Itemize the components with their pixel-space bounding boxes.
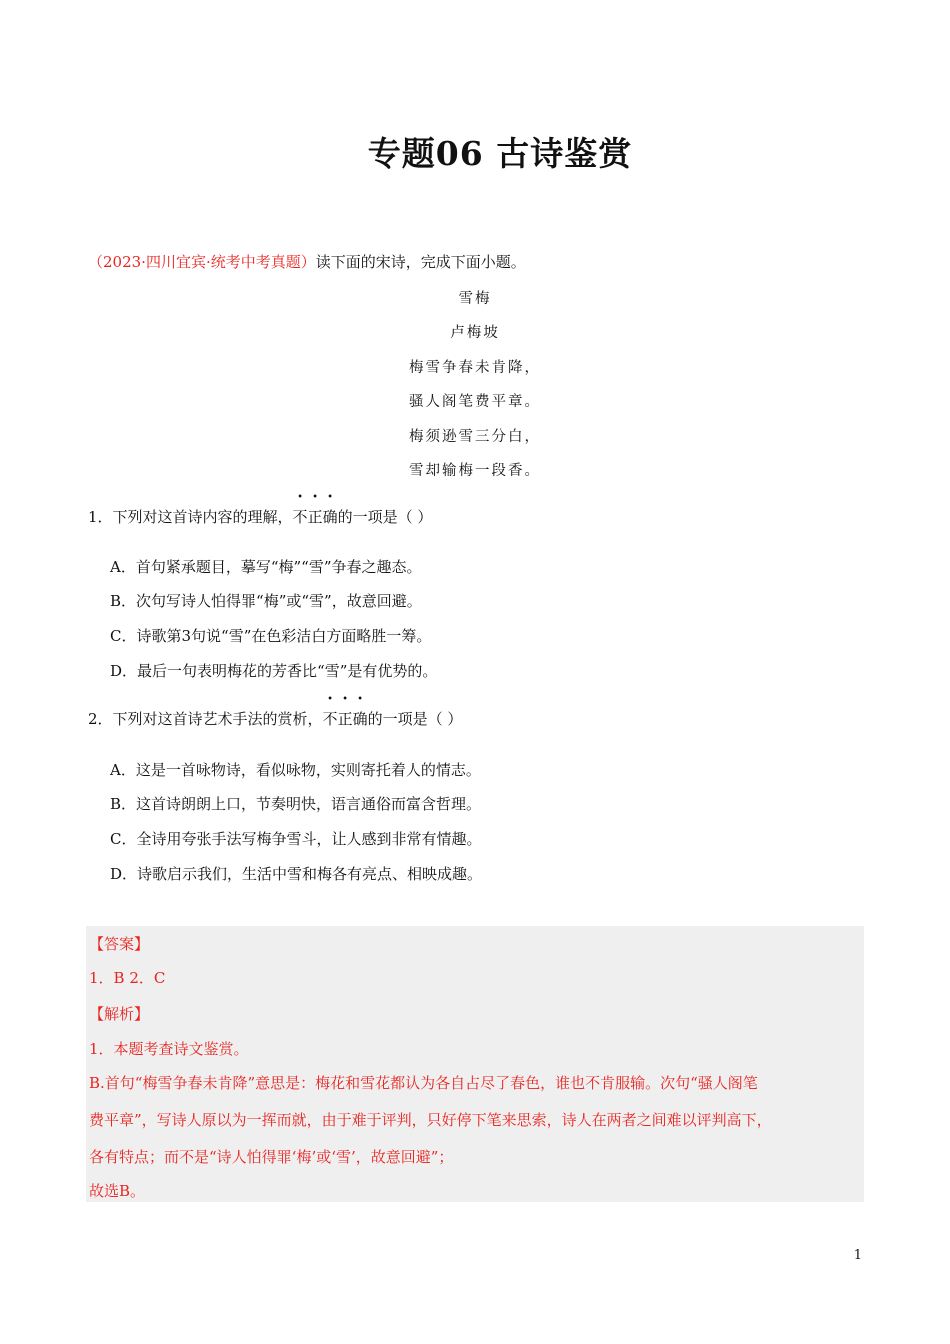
question-1-option-a: A．首句紧承题目，摹写“梅”“雪”争春之趣态。 — [110, 558, 422, 576]
answer-label: 【答案】 — [89, 935, 150, 953]
question-instruction: 读下面的宋诗，完成下面小题。 — [315, 253, 526, 271]
poem-line-2: 骚人阁笔费平章。 — [409, 394, 541, 410]
question-1-option-b: B．次句写诗人怕得罪“梅”或“雪”，故意回避。 — [110, 592, 422, 610]
emphasis-char: 不 — [322, 710, 338, 728]
analysis-line-1: 1．本题考查诗文鉴赏。 — [89, 1040, 249, 1058]
emphasis-char: 正 — [337, 710, 353, 728]
page-number: 1 — [853, 1248, 862, 1263]
emphasis-char: 确 — [352, 710, 368, 728]
analysis-label: 【解析】 — [89, 1005, 150, 1023]
question-2-option-b: B．这首诗朗朗上口，节奏明快，语言通俗而富含哲理。 — [110, 795, 482, 813]
poem-line-3: 梅须逊雪三分白， — [409, 429, 541, 445]
poem-line-1: 梅雪争春未肯降， — [409, 360, 541, 376]
question-1-stem: 1．下列对这首诗内容的理解，不正确的一项是（ ） — [88, 508, 433, 526]
analysis-line-3: 费平章”，写诗人原以为一挥而就，由于难于评判，只好停下笔来思索，诗人在两者之间难以评判高下， — [89, 1111, 772, 1129]
question-2-option-c: C．全诗用夸张手法写梅争雪斗，让人感到非常有情趣。 — [110, 830, 482, 848]
page-title: 专题06 古诗鉴赏 — [367, 134, 633, 173]
question-2-stem: 2．下列对这首诗艺术手法的赏析，不正确的一项是（ ） — [88, 710, 463, 728]
question-1-option-d: D．最后一句表明梅花的芳香比“雪”是有优势的。 — [110, 662, 438, 680]
emphasis-char: 确 — [322, 508, 338, 526]
poem-title: 雪梅 — [458, 291, 492, 307]
emphasis-char: 正 — [307, 508, 323, 526]
question-intro — [88, 251, 526, 272]
analysis-line-5: 故选B。 — [89, 1182, 146, 1200]
question-source: （2023·四川宜宾·统考中考真题） — [88, 253, 316, 271]
question-2-option-d: D．诗歌启示我们，生活中雪和梅各有亮点、相映成趣。 — [110, 865, 483, 883]
emphasis-char: 不 — [292, 508, 308, 526]
poem-line-4: 雪却输梅一段香。 — [409, 463, 541, 479]
question-2-option-a: A．这是一首咏物诗，看似咏物，实则寄托着人的情志。 — [110, 761, 481, 779]
analysis-line-4: 各有特点；而不是“诗人怕得罪‘梅’或‘雪’，故意回避”； — [89, 1148, 454, 1166]
answer-content: 1．B 2．C — [89, 969, 166, 987]
analysis-line-2: B.首句“梅雪争春未肯降”意思是：梅花和雪花都认为各自占尽了春色，谁也不肯服输。次句“骚人阁笔 — [89, 1074, 758, 1092]
poem-author: 卢梅坡 — [450, 325, 500, 341]
question-1-option-c: C．诗歌第3句说“雪”在色彩洁白方面略胜一筹。 — [110, 627, 432, 645]
